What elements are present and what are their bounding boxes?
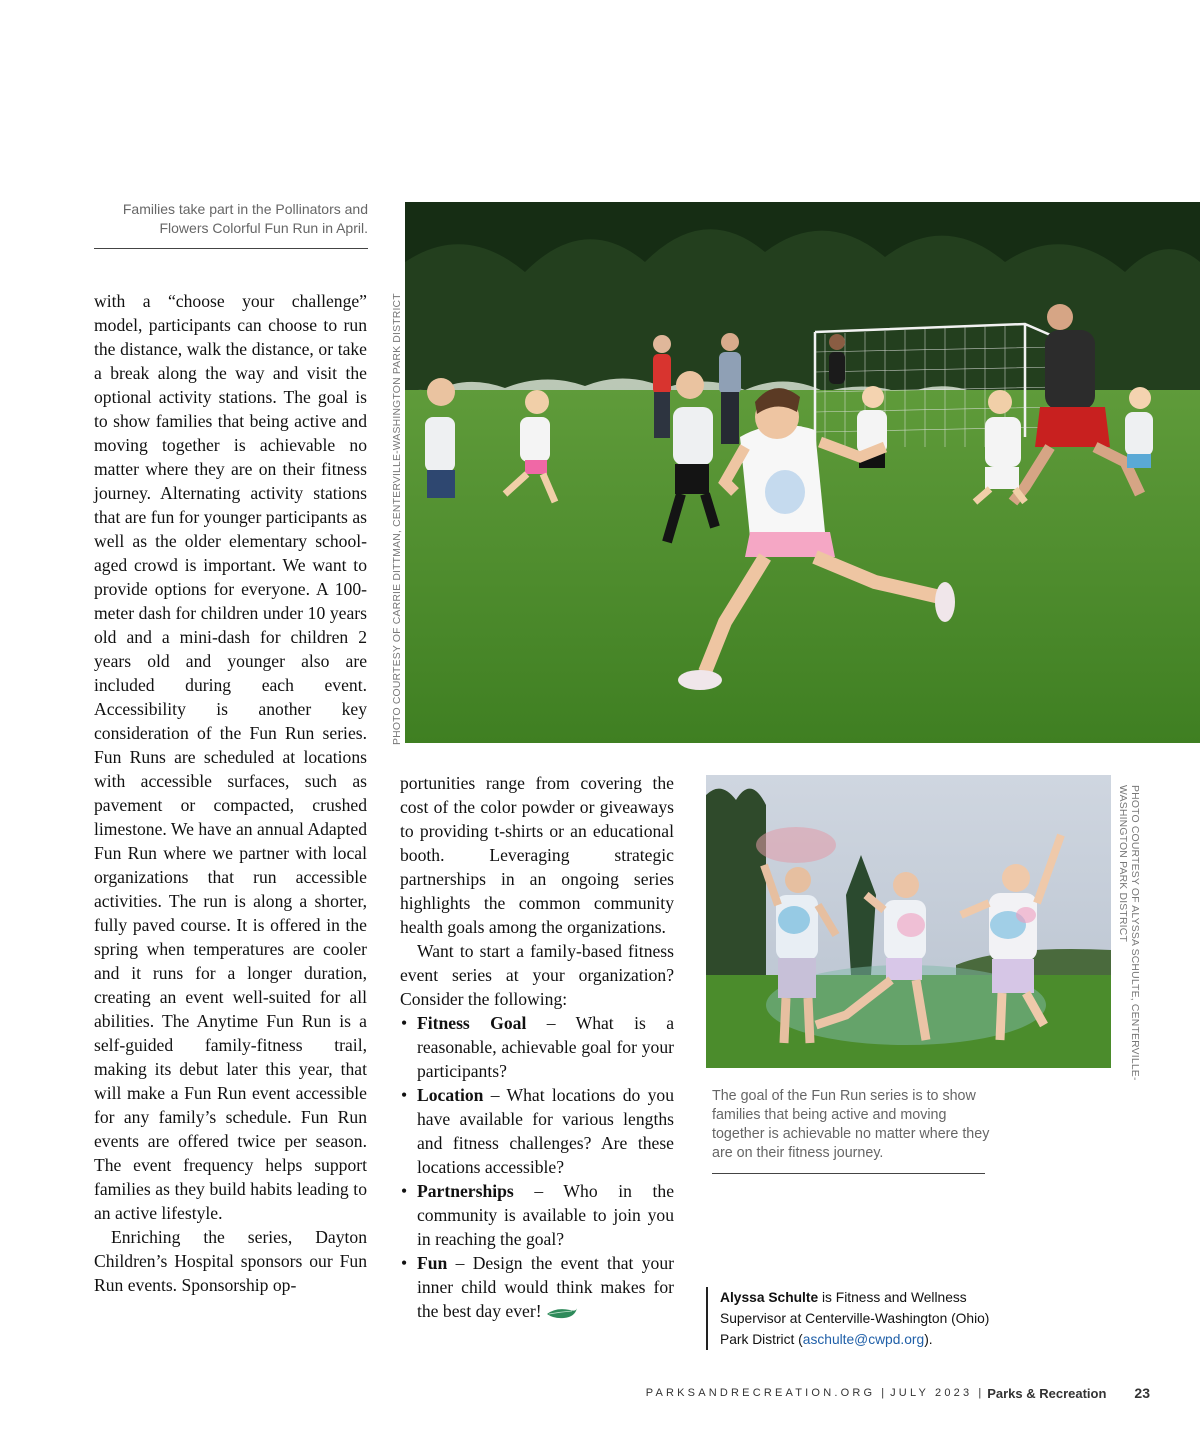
author-email-link[interactable]: aschulte@cwpd.org <box>802 1332 925 1347</box>
photo-fun-run-families <box>405 202 1200 743</box>
photo-credit-2 <box>1112 785 1142 1081</box>
author-bio-text-1: is Fitness and Wellness Supervisor at Centerville-Washington (Ohio) Park District ( <box>720 1290 990 1347</box>
author-bio-text-2: ). <box>924 1332 933 1347</box>
photo-credit-2-line-1: PHOTO COURTESY OF ALYSSA SCHULTE, CENTERVILLE- <box>1129 785 1140 1081</box>
article-column-2 <box>400 771 674 1323</box>
page-number: 23 <box>1134 1385 1150 1401</box>
list-item-text: – What locations do you have available for various lengths and fitness challenges? Are these locations accessible? <box>417 1085 674 1177</box>
photo-credit-1-text: PHOTO COURTESY OF CARRIE DITTMAN, CENTERVILLE-WASHINGTON PARK DISTRICT <box>392 293 403 745</box>
list-item <box>400 1179 674 1251</box>
photo-credit-2-text <box>1116 785 1140 1081</box>
caption-rule-top <box>94 248 368 249</box>
list-item-term: Location <box>417 1085 484 1105</box>
list-item-term: Fitness Goal <box>417 1013 527 1033</box>
list-item-text: – Who in the community is available to join you in reaching the goal? <box>417 1181 674 1249</box>
footer-website: PARKSANDRECREATION.ORG <box>645 1387 876 1399</box>
list-item <box>400 1083 674 1179</box>
col2-paragraph-1: portunities range from covering the cost of the color powder or giveaways to providing t-shirts or an educational booth. Leveraging strategic partnerships in an ongoing series highlights the common community health goals among the organizations. <box>400 773 674 937</box>
tips-list <box>400 1011 674 1323</box>
footer-magazine-name: Parks & Recreation <box>987 1385 1107 1401</box>
photo-caption-top: Families take part in the Pollinators and Flowers Colorful Fun Run in April. <box>122 201 368 236</box>
footer-separator: | <box>978 1387 982 1399</box>
footer-separator: | <box>881 1387 885 1399</box>
photo-color-powder-girls <box>706 775 1111 1068</box>
caption-rule-bottom <box>712 1173 985 1174</box>
article-column-1 <box>94 289 367 1297</box>
list-item-term: Fun <box>417 1253 448 1273</box>
photo-color-powder-illustration <box>706 775 1111 1068</box>
leaf-end-icon <box>546 1307 578 1319</box>
list-item-term: Partnerships <box>417 1181 514 1201</box>
list-item-text: – What is a reasonable, achievable goal for your participants? <box>417 1013 674 1081</box>
photo-caption-bottom: The goal of the Fun Run series is to show families that being active and moving together is achievable no matter where they are on their fitness journey. <box>712 1088 990 1161</box>
col2-paragraph-2: Want to start a family-based fitness event series at your organization? Consider the following: <box>400 941 674 1009</box>
photo-credit-2-line-2: WASHINGTON PARK DISTRICT <box>1117 785 1128 943</box>
list-item <box>400 1011 674 1083</box>
photo-fun-run-illustration <box>405 202 1200 743</box>
list-item-text: – Design the event that your inner child would think makes for the best day ever! <box>417 1253 674 1321</box>
footer-issue-date: JULY 2023 <box>890 1387 973 1399</box>
author-name: Alyssa Schulte <box>720 1290 819 1305</box>
col1-paragraph-2: Enriching the series, Dayton Children’s Hospital sponsors our Fun Run events. Sponsorship op- <box>94 1227 367 1295</box>
author-bio <box>706 1287 1020 1350</box>
col1-paragraph-1: with a “choose your challenge” model, participants can choose to run the distance, walk the distance, or take a break along the way and visit the optional activity stations. The goal is to show families that being active and moving together is achievable no matter where they are on their fitness journey. Alternating activity stations that are fun for younger participants as well as the older elementary school-aged crowd is important. We want to provide options for everyone. A 100-meter dash for children under 10 years old and a mini-dash for children 2 years old and younger also are included during each event. Accessibility is another key consideration of the Fun Run series. Fun Runs are scheduled at locations with accessible surfaces, such as pavement or compacted, crushed limestone. We have an annual Adapted Fun Run where we partner with local organizations that run accessible activities. The run is along a shorter, fully paved course. It is offered in the spring when temperatures are cooler and it runs for a longer duration, creating an event well-suited for all abilities. The Anytime Fun Run is a self-guided family-fitness trail, making its debut later this year, that will make a Fun Run event accessible for any family’s schedule. Fun Run events are offered twice per season. The event frequency helps support families as they build habits leading to an active lifestyle. <box>94 291 367 1223</box>
list-item <box>400 1251 674 1323</box>
page-footer <box>646 1383 1150 1403</box>
